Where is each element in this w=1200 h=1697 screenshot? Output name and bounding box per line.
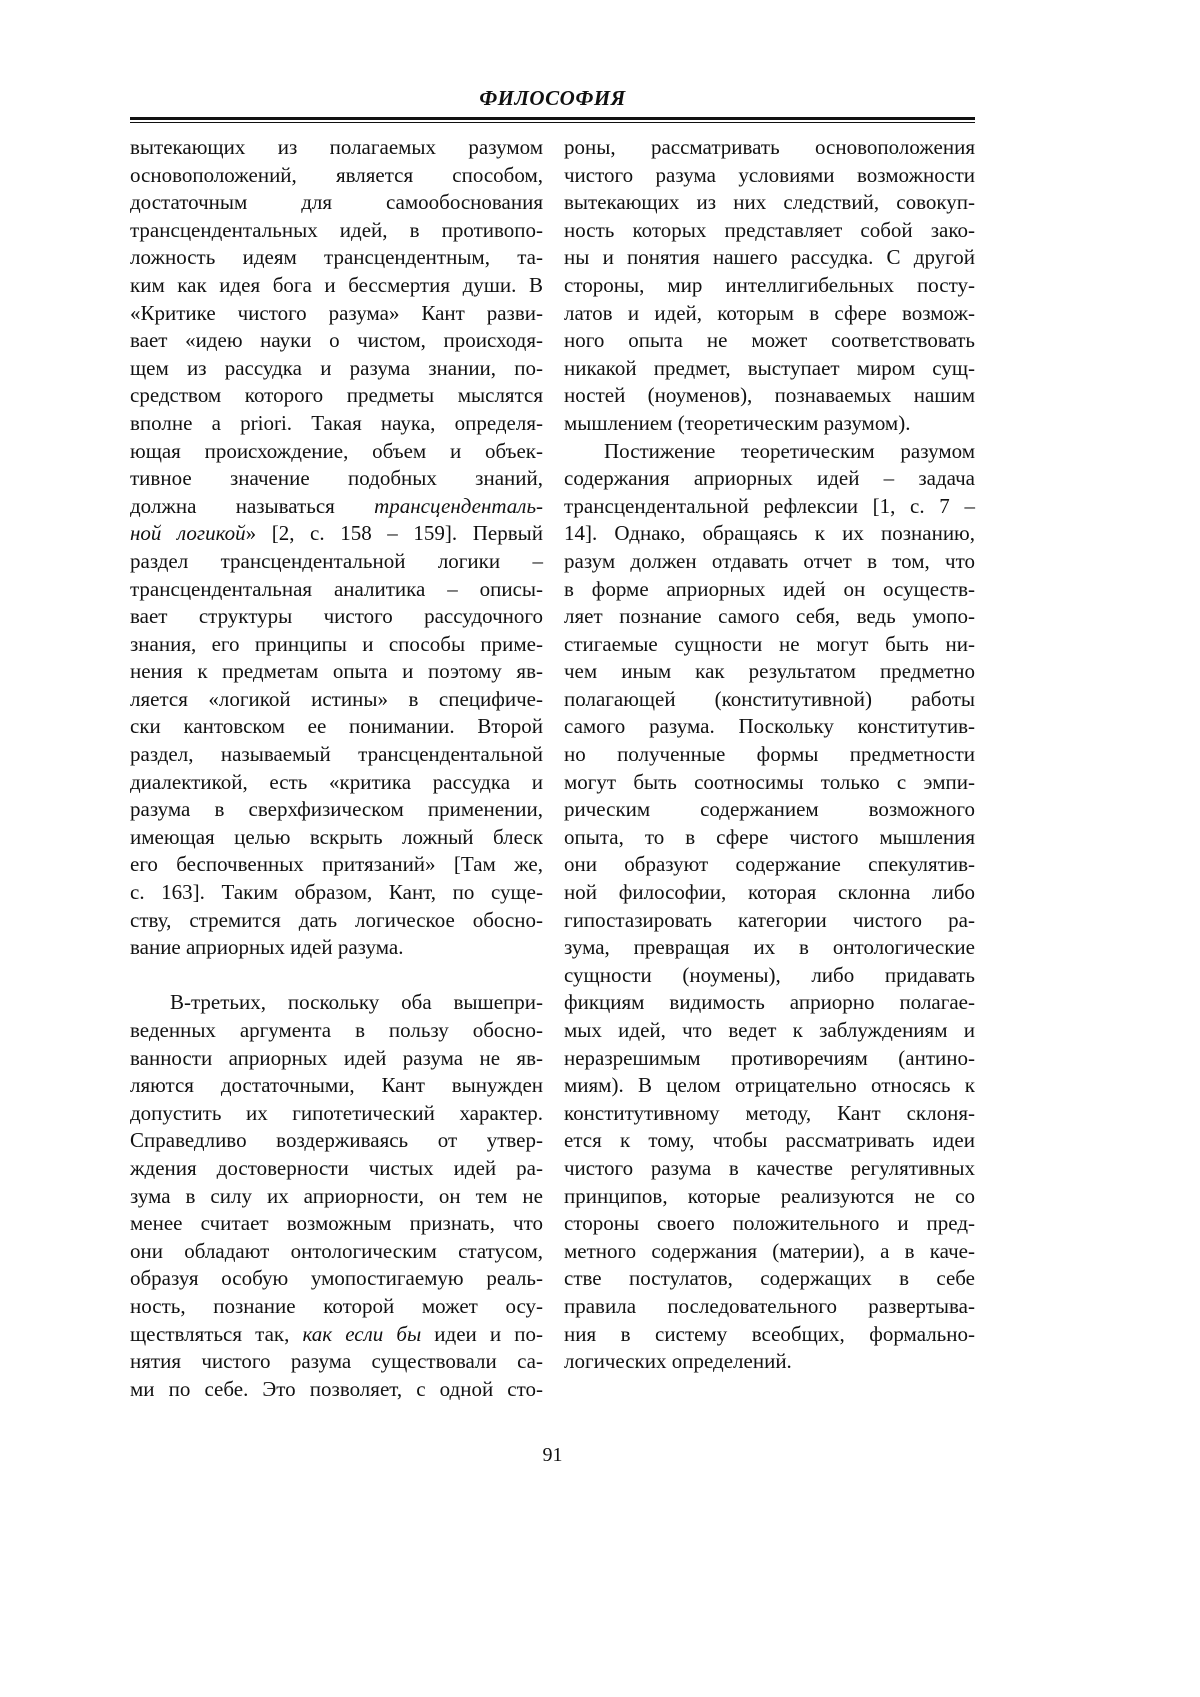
line-text: образуя особую умопостигаемую реаль- [130, 1266, 543, 1290]
text-line [564, 658, 975, 686]
text-line [130, 327, 543, 355]
line-text: ски кантовском ее понимании. Второй [130, 714, 543, 738]
text-line [564, 576, 975, 604]
line-text: щем из рассудка и разума знании, по- [130, 356, 543, 380]
text-line [130, 1045, 543, 1073]
line-text: его беспочвенных притязаний» [Там же, [130, 852, 543, 876]
text-line [130, 879, 543, 907]
text-line [564, 934, 975, 962]
line-text: гипостазировать категории чистого ра- [564, 908, 975, 932]
line-text: никакой предмет, выступает миром сущ- [564, 356, 975, 380]
text-line [130, 1100, 543, 1128]
line-text: «Критике чистого разума» Кант разви- [130, 301, 543, 325]
line-text: стве постулатов, содержащих в себе [564, 1266, 975, 1290]
text-line [564, 741, 975, 769]
text-line [130, 272, 543, 300]
line-text: метного содержания (материи), а в каче- [564, 1239, 975, 1263]
header-double-rule [130, 117, 975, 124]
text-line [130, 603, 543, 631]
line-text: ющая происхождение, объем и объек- [130, 439, 543, 463]
running-header: ФИЛОСОФИЯ [130, 86, 975, 111]
line-text: рическим содержанием возможного [564, 797, 975, 821]
text-line [564, 1072, 975, 1100]
text-line [564, 438, 975, 466]
line-text: зума в силу их априорности, он тем не [130, 1184, 543, 1208]
line-text: ложность идеям трансцендентным, та- [130, 245, 543, 269]
text-line [130, 1321, 543, 1349]
line-text: чем иным как результатом предметно [564, 659, 975, 683]
text-line [130, 189, 543, 217]
text-line [130, 1376, 543, 1404]
line-text: полагающей (конститутивной) работы [564, 687, 975, 711]
right-text-column [564, 134, 975, 1376]
line-text: ществляться так, [130, 1322, 302, 1346]
line-text: зума, превращая их в онтологические [564, 935, 975, 959]
line-text: средством которого предметы мыслятся [130, 383, 543, 407]
text-line [564, 548, 975, 576]
line-text: разум должен отдавать отчет в том, что [564, 549, 975, 573]
text-line [564, 1155, 975, 1183]
line-text: нения к предметам опыта и поэтому яв- [130, 659, 543, 683]
line-text: ной философии, которая склонна либо [564, 880, 975, 904]
line-text: трансцендентальная аналитика – описы- [130, 577, 543, 601]
line-text: диалектикой, есть «критика рассудка и [130, 770, 543, 794]
text-line [564, 851, 975, 879]
line-text: стигаемые сущности не могут быть ни- [564, 632, 975, 656]
text-line [564, 327, 975, 355]
text-line [564, 1321, 975, 1349]
text-line [564, 410, 975, 438]
line-text: вает структуры чистого рассудочного [130, 604, 543, 628]
line-text: сущности (ноумены), либо придавать [564, 963, 975, 987]
text-line [564, 769, 975, 797]
text-line [130, 741, 543, 769]
line-text: ляется «логикой истины» в специфиче- [130, 687, 543, 711]
line-text: ждения достоверности чистых идей ра- [130, 1156, 543, 1180]
text-line [564, 686, 975, 714]
line-text: неразрешимым противоречиям (антино- [564, 1046, 975, 1070]
line-text: вает «идею науки о чистом, происходя- [130, 328, 543, 352]
text-line [130, 851, 543, 879]
text-line [564, 631, 975, 659]
text-line [564, 355, 975, 383]
text-line [130, 493, 543, 521]
line-text: В-третьих, поскольку оба вышепри- [170, 990, 543, 1014]
text-line [564, 1348, 975, 1376]
line-text: латов и идей, которым в сфере возмож- [564, 301, 975, 325]
text-line [130, 1210, 543, 1238]
text-line [564, 520, 975, 548]
line-text: стороны, мир интеллигибельных посту- [564, 273, 975, 297]
text-line [564, 1017, 975, 1045]
line-text: они обладают онтологическим статусом, [130, 1239, 543, 1263]
text-line [130, 658, 543, 686]
text-line [130, 1265, 543, 1293]
text-line [564, 493, 975, 521]
text-line [130, 1293, 543, 1321]
line-text: правила последовательного развертыва- [564, 1294, 975, 1318]
text-line [130, 1072, 543, 1100]
text-line [130, 438, 543, 466]
line-text: основоположений, является способом, [130, 163, 543, 187]
line-text: фикциям видимость априорно полагае- [564, 990, 975, 1014]
text-line [564, 1045, 975, 1073]
line-text: ляются достаточными, Кант вынужден [130, 1073, 543, 1097]
text-line [130, 631, 543, 659]
text-line [564, 962, 975, 990]
text-line [564, 1100, 975, 1128]
line-text: конститутивному методу, Кант склоня- [564, 1101, 975, 1125]
text-line [564, 162, 975, 190]
text-line [130, 1155, 543, 1183]
line-text: вполне a priori. Такая наука, определя- [130, 411, 543, 435]
line-text: знания, его принципы и способы приме- [130, 632, 543, 656]
text-line [130, 355, 543, 383]
line-text: чистого разума условиями возможности [564, 163, 975, 187]
text-line [130, 382, 543, 410]
text-line [564, 879, 975, 907]
text-line [130, 134, 543, 162]
text-line [130, 1017, 543, 1045]
text-line [564, 272, 975, 300]
text-line [130, 1348, 543, 1376]
text-line [130, 934, 543, 962]
italic-text: как если бы [302, 1322, 421, 1346]
line-text: в форме априорных идей он осуществ- [564, 577, 975, 601]
line-text: мых идей, что ведет к заблуждениям и [564, 1018, 975, 1042]
line-text: ность которых представляет собой зако- [564, 218, 975, 242]
text-line [130, 410, 543, 438]
text-line [564, 134, 975, 162]
text-line [564, 713, 975, 741]
line-text: раздел трансцендентальной логики – [130, 549, 543, 573]
line-text: принципов, которые реализуются не со [564, 1184, 975, 1208]
text-line [564, 1293, 975, 1321]
line-text: менее считает возможным признать, что [130, 1211, 543, 1235]
left-text-column [130, 134, 543, 1403]
italic-text: ной логикой [130, 521, 246, 545]
text-line [564, 824, 975, 852]
text-line [564, 1238, 975, 1266]
text-line [130, 217, 543, 245]
line-text: миям). В целом отрицательно относясь к [564, 1073, 975, 1097]
text-line [130, 1183, 543, 1211]
line-text: стороны своего положительного и пред- [564, 1211, 975, 1235]
line-text: ны и понятия нашего рассудка. С другой [564, 245, 975, 269]
text-line [564, 796, 975, 824]
line-text: ляет познание самого себя, ведь умопо- [564, 604, 975, 628]
line-text: ния в систему всеобщих, формально- [564, 1322, 975, 1346]
text-line [130, 796, 543, 824]
line-text: вытекающих из них следствий, совокуп- [564, 190, 975, 214]
line-text: ность, познание которой может осу- [130, 1294, 543, 1318]
text-line [564, 189, 975, 217]
text-line [564, 907, 975, 935]
line-text: Справедливо воздерживаясь от утвер- [130, 1128, 543, 1152]
line-text: трансцендентальных идей, в противопо- [130, 218, 543, 242]
line-text: вытекающих из полагаемых разумом [130, 135, 543, 159]
page-number: 91 [0, 1444, 1105, 1467]
text-line [130, 1238, 543, 1266]
line-text: Постижение теоретическим разумом [604, 439, 975, 463]
line-text: трансцендентальной рефлексии [1, с. 7 – [564, 494, 975, 518]
line-text: ми по себе. Это позволяет, с одной сто- [130, 1377, 543, 1401]
text-line [130, 576, 543, 604]
italic-text: трансценденталь- [374, 494, 543, 518]
text-line [564, 603, 975, 631]
text-line [564, 1183, 975, 1211]
text-line [564, 989, 975, 1017]
line-text: логических определений. [564, 1349, 792, 1373]
line-text: ству, стремится дать логическое обосно- [130, 908, 543, 932]
text-line [130, 989, 543, 1017]
text-line [564, 1265, 975, 1293]
line-text: ким как идея бога и бессмертия души. В [130, 273, 543, 297]
text-line [564, 1127, 975, 1155]
line-text: достаточным для самообоснования [130, 190, 543, 214]
line-text: нятия чистого разума существовали са- [130, 1349, 543, 1373]
line-text: ностей (ноуменов), познаваемых нашим [564, 383, 975, 407]
text-line [130, 465, 543, 493]
text-line [130, 520, 543, 548]
text-line [564, 300, 975, 328]
line-text: имеющая целью вскрыть ложный блеск [130, 825, 543, 849]
line-text: самого разума. Поскольку конститутив- [564, 714, 975, 738]
header-rule-thin [130, 122, 975, 123]
line-text: 14]. Однако, обращаясь к их познанию, [564, 521, 975, 545]
line-text: опыта, то в сфере чистого мышления [564, 825, 975, 849]
text-line [130, 1127, 543, 1155]
line-text: но полученные формы предметности [564, 742, 975, 766]
line-text: ется к тому, чтобы рассматривать идеи [564, 1128, 975, 1152]
line-text: допустить их гипотетический характер. [130, 1101, 543, 1125]
text-line [564, 244, 975, 272]
text-line [130, 548, 543, 576]
text-line [564, 217, 975, 245]
line-text: роны, рассматривать основоположения [564, 135, 975, 159]
line-text: с. 163]. Таким образом, Кант, по суще- [130, 880, 543, 904]
line-text: » [2, с. 158 – 159]. Первый [246, 521, 543, 545]
text-line [130, 244, 543, 272]
line-text: идеи и по- [421, 1322, 543, 1346]
text-line [130, 300, 543, 328]
line-text: мышлением (теоретическим разумом). [564, 411, 910, 435]
text-line [130, 824, 543, 852]
text-line [130, 686, 543, 714]
text-line [130, 907, 543, 935]
line-text: ного опыта не может соответствовать [564, 328, 975, 352]
line-text: веденных аргумента в пользу обосно- [130, 1018, 543, 1042]
line-text: чистого разума в качестве регулятивных [564, 1156, 975, 1180]
text-line [130, 713, 543, 741]
line-text: разума в сверхфизическом применении, [130, 797, 543, 821]
line-text: содержания априорных идей – задача [564, 466, 975, 490]
line-text: должна называться [130, 494, 374, 518]
text-line [564, 465, 975, 493]
line-text: тивное значение подобных знаний, [130, 466, 543, 490]
text-line [130, 769, 543, 797]
text-line [564, 1210, 975, 1238]
line-text: могут быть соотносимы только с эмпи- [564, 770, 975, 794]
text-line [564, 382, 975, 410]
line-text: они образуют содержание спекулятив- [564, 852, 975, 876]
line-text: вание априорных идей разума. [130, 935, 403, 959]
text-line [130, 162, 543, 190]
line-text: ванности априорных идей разума не яв- [130, 1046, 543, 1070]
line-text: раздел, называемый трансцендентальной [130, 742, 543, 766]
header-rule-thick [130, 117, 975, 120]
